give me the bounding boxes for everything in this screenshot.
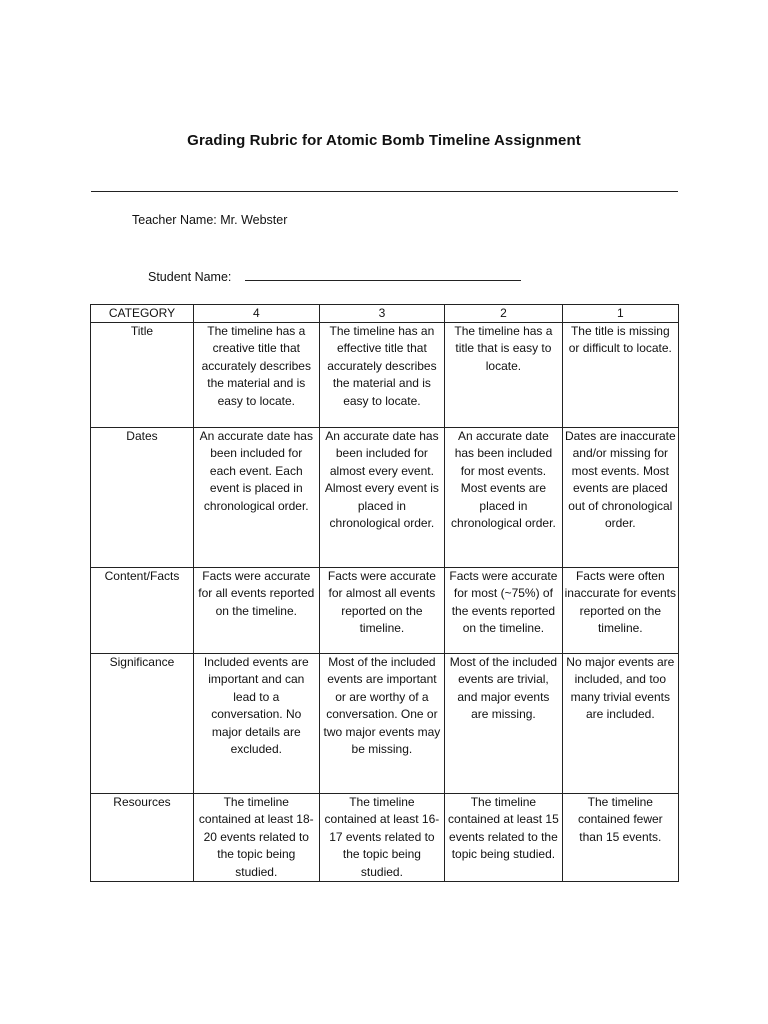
- row-cell-4: Included events are important and can lead to a conversation. No major details are excluded.: [193, 654, 319, 794]
- row-cell-2: Most of the included events are trivial, and major events are missing.: [445, 654, 562, 794]
- row-category: Title: [91, 323, 194, 428]
- row-cell-2: An accurate date has been included for most events. Most events are placed in chronological order.: [445, 428, 562, 568]
- rubric-header-row: [91, 305, 679, 323]
- row-category: Resources: [91, 794, 194, 882]
- row-cell-1: No major events are included, and too many trivial events are included.: [562, 654, 678, 794]
- header-category: CATEGORY: [91, 305, 194, 323]
- row-cell-1: The timeline contained fewer than 15 events.: [562, 794, 678, 882]
- student-name-blank: [245, 268, 521, 281]
- rubric-row-resources: [91, 794, 679, 882]
- teacher-name: Teacher Name: Mr. Webster: [132, 213, 288, 227]
- row-cell-3: Facts were accurate for almost all events reported on the timeline.: [319, 568, 445, 654]
- rubric-table: [90, 304, 679, 882]
- row-cell-3: Most of the included events are important or are worthy of a conversation. One or two major events may be missing.: [319, 654, 445, 794]
- student-name-label: Student Name:: [148, 270, 232, 284]
- row-cell-4: The timeline has a creative title that accurately describes the material and is easy to locate.: [193, 323, 319, 428]
- rubric-row-content-facts: [91, 568, 679, 654]
- rubric-row-title: [91, 323, 679, 428]
- row-category: Significance: [91, 654, 194, 794]
- row-cell-2: Facts were accurate for most (~75%) of the events reported on the timeline.: [445, 568, 562, 654]
- row-cell-4: An accurate date has been included for each event. Each event is placed in chronological order.: [193, 428, 319, 568]
- header-score-4: 4: [193, 305, 319, 323]
- header-score-3: 3: [319, 305, 445, 323]
- rubric-row-dates: [91, 428, 679, 568]
- student-name-row: [148, 268, 521, 284]
- row-cell-2: The timeline contained at least 15 events related to the topic being studied.: [445, 794, 562, 882]
- row-cell-3: The timeline has an effective title that accurately describes the material and is easy to locate.: [319, 323, 445, 428]
- row-cell-1: Facts were often inaccurate for events reported on the timeline.: [562, 568, 678, 654]
- page-title: Grading Rubric for Atomic Bomb Timeline Assignment: [187, 132, 581, 149]
- row-category: Content/Facts: [91, 568, 194, 654]
- row-cell-4: Facts were accurate for all events reported on the timeline.: [193, 568, 319, 654]
- row-cell-3: The timeline contained at least 16-17 events related to the topic being studied.: [319, 794, 445, 882]
- header-score-2: 2: [445, 305, 562, 323]
- row-cell-4: The timeline contained at least 18-20 events related to the topic being studied.: [193, 794, 319, 882]
- header-score-1: 1: [562, 305, 678, 323]
- rubric-row-significance: [91, 654, 679, 794]
- row-cell-3: An accurate date has been included for almost every event. Almost every event is placed in chronological order.: [319, 428, 445, 568]
- row-cell-2: The timeline has a title that is easy to locate.: [445, 323, 562, 428]
- row-cell-1: Dates are inaccurate and/or missing for most events. Most events are placed out of chronological order.: [562, 428, 678, 568]
- row-cell-1: The title is missing or difficult to locate.: [562, 323, 678, 428]
- horizontal-divider: [91, 191, 678, 192]
- row-category: Dates: [91, 428, 194, 568]
